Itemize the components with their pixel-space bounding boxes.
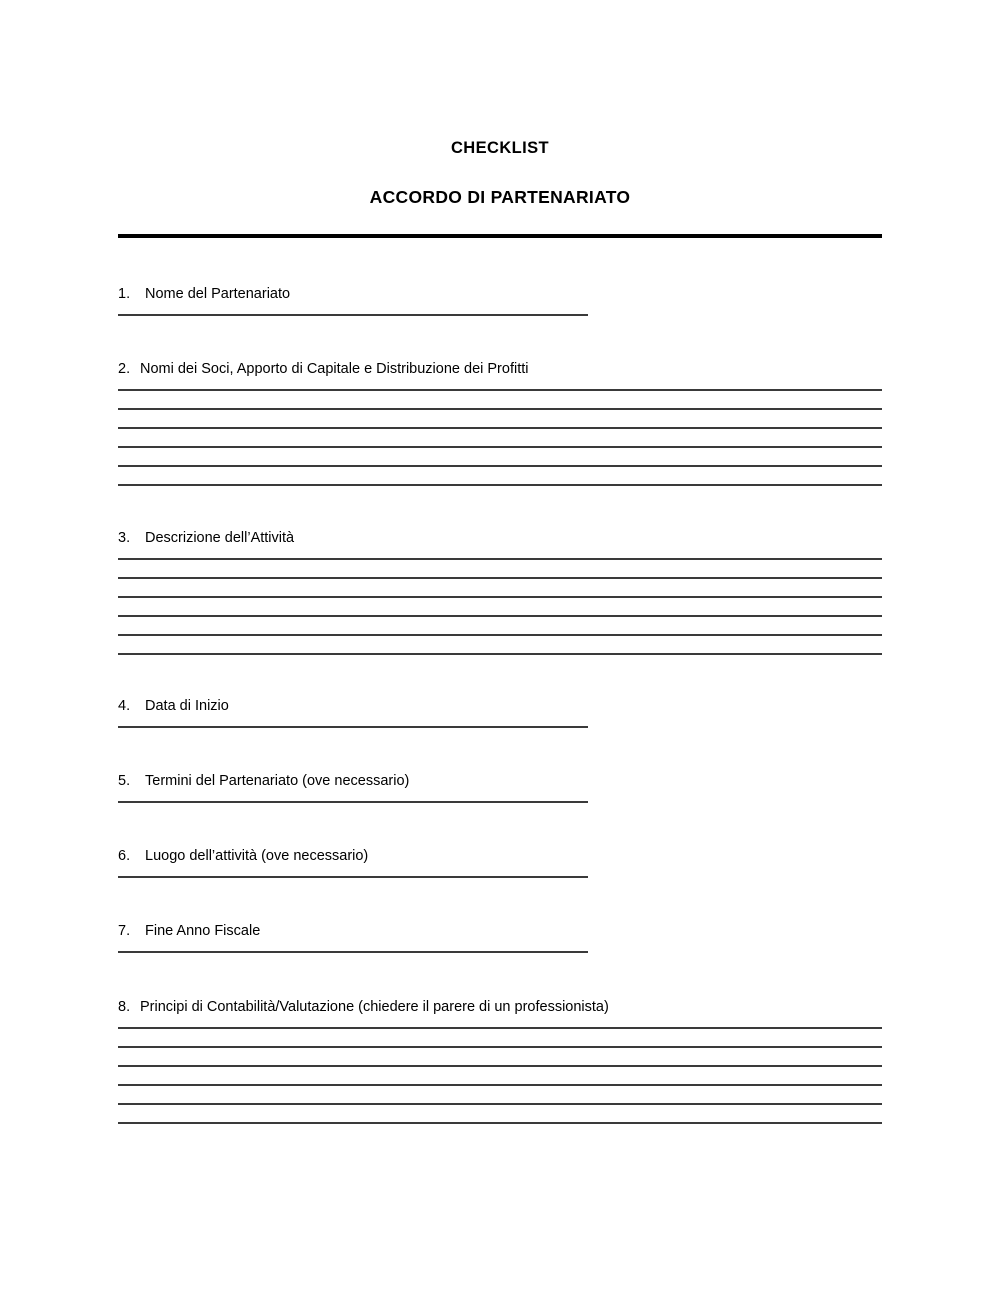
checklist-item-label: Luogo dell’attività (ove necessario) <box>145 848 369 864</box>
answer-lines-group <box>118 314 908 316</box>
answer-line[interactable] <box>118 465 882 467</box>
checklist-item-number: 3. <box>118 530 131 546</box>
checklist-item <box>118 772 908 803</box>
checklist-item-number: 5. <box>118 773 131 789</box>
checklist-item-header <box>118 772 908 790</box>
answer-lines-group <box>118 389 908 486</box>
answer-line[interactable] <box>118 1122 882 1124</box>
checklist-item-number: 4. <box>118 698 131 714</box>
checklist-item-label: Descrizione dell’Attività <box>145 530 295 546</box>
checklist-item-header <box>118 922 908 940</box>
checklist-item <box>118 360 908 486</box>
checklist-item-number: 2. <box>118 361 131 377</box>
answer-line[interactable] <box>118 1027 882 1029</box>
checklist-item-header <box>118 285 908 303</box>
checklist-item-header <box>118 998 908 1016</box>
answer-line[interactable] <box>118 446 882 448</box>
checklist-item-label: Termini del Partenariato (ove necessario) <box>145 773 410 789</box>
answer-line[interactable] <box>118 634 882 636</box>
checklist-item-number: 7. <box>118 923 131 939</box>
answer-line[interactable] <box>118 801 588 803</box>
checklist-item <box>118 922 908 953</box>
checklist-item <box>118 285 908 316</box>
answer-line[interactable] <box>118 484 882 486</box>
answer-lines-group <box>118 801 908 803</box>
document-header <box>0 138 1000 208</box>
page-title: CHECKLIST <box>450 139 550 157</box>
answer-lines-group <box>118 951 908 953</box>
answer-line[interactable] <box>118 408 882 410</box>
checklist-item-header <box>118 529 908 547</box>
checklist-item <box>118 529 908 655</box>
page-subtitle: ACCORDO DI PARTENARIATO <box>369 187 631 207</box>
answer-lines-group <box>118 558 908 655</box>
answer-lines-group <box>118 876 908 878</box>
answer-line[interactable] <box>118 1046 882 1048</box>
checklist-item <box>118 847 908 878</box>
answer-line[interactable] <box>118 389 882 391</box>
answer-line[interactable] <box>118 951 588 953</box>
checklist-item-number: 1. <box>118 286 131 302</box>
checklist-item-label: Data di Inizio <box>145 698 229 714</box>
checklist-item <box>118 697 908 728</box>
answer-line[interactable] <box>118 876 588 878</box>
answer-line[interactable] <box>118 615 882 617</box>
checklist-item-label: Nomi dei Soci, Apporto di Capitale e Distribuzione dei Profitti <box>140 361 529 377</box>
checklist-item-label: Principi di Contabilità/Valutazione (chiedere il parere di un professionista) <box>140 999 609 1015</box>
answer-lines-group <box>118 1027 908 1124</box>
answer-line[interactable] <box>118 653 882 655</box>
answer-line[interactable] <box>118 314 588 316</box>
answer-line[interactable] <box>118 1065 882 1067</box>
answer-line[interactable] <box>118 1103 882 1105</box>
answer-lines-group <box>118 726 908 728</box>
checklist-item-header <box>118 360 908 378</box>
answer-line[interactable] <box>118 596 882 598</box>
answer-line[interactable] <box>118 558 882 560</box>
checklist-item-header <box>118 847 908 865</box>
checklist-item <box>118 998 908 1124</box>
checklist-item-label: Nome del Partenariato <box>145 286 291 302</box>
checklist-item-label: Fine Anno Fiscale <box>145 923 261 939</box>
answer-line[interactable] <box>118 577 882 579</box>
answer-line[interactable] <box>118 1084 882 1086</box>
answer-line[interactable] <box>118 427 882 429</box>
answer-line[interactable] <box>118 726 588 728</box>
header-divider-bar <box>118 234 882 238</box>
checklist-item-number: 6. <box>118 848 131 864</box>
checklist-item-number: 8. <box>118 999 131 1015</box>
checklist-item-header <box>118 697 908 715</box>
